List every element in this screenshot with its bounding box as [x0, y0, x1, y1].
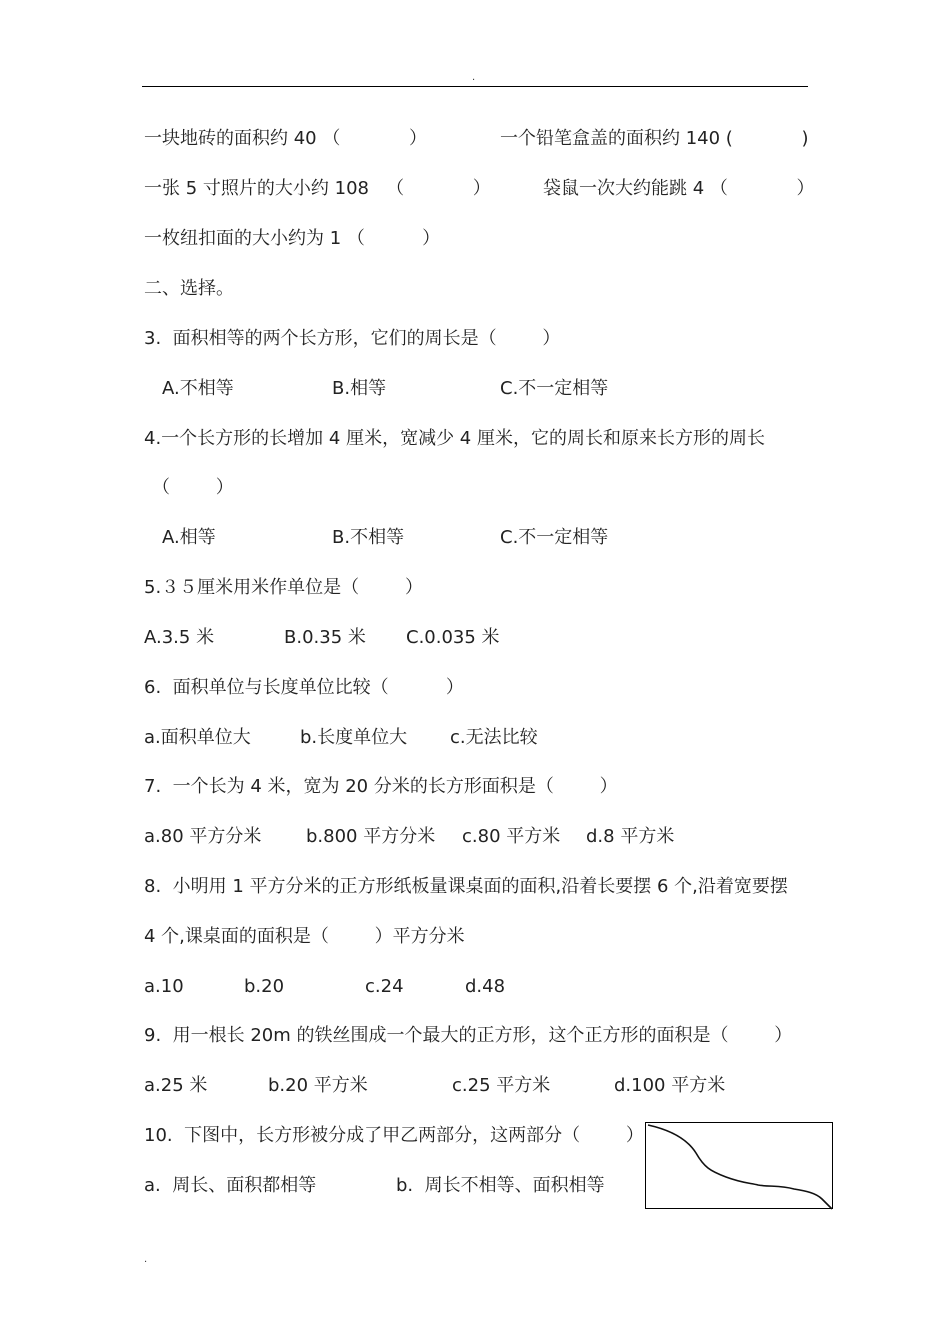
q3-stem: 3. 面积相等的两个长方形，它们的周长是（ ）: [144, 328, 561, 349]
q7-option-d: d.8 平方米: [586, 826, 675, 847]
q4-option-c: C.不一定相等: [500, 527, 609, 548]
q9-option-a: a.25 米: [144, 1075, 208, 1096]
q8-option-a: a.10: [144, 976, 184, 997]
q3-option-b: B.相等: [332, 378, 387, 399]
q3-option-c: C.不一定相等: [500, 378, 609, 399]
q7-option-b: b.800 平方分米: [306, 826, 436, 847]
q10-stem: 10. 下图中，长方形被分成了甲乙两部分，这两部分（ ）: [144, 1125, 644, 1146]
q3-option-a: A.不相等: [162, 378, 234, 399]
rectangle-figure: [645, 1122, 833, 1209]
q5-option-c: C.0.035 米: [406, 627, 500, 648]
footer-dot: .: [144, 1254, 148, 1265]
fill-row1-left: 一块地砖的面积约 40 （ ）: [144, 128, 428, 149]
q9-option-d: d.100 平方米: [614, 1075, 726, 1096]
q8-option-b: b.20: [244, 976, 285, 997]
q10-option-b: b. 周长不相等、面积相等: [396, 1175, 605, 1196]
q7-stem: 7. 一个长为 4 米，宽为 20 分米的长方形面积是（ ）: [144, 776, 618, 797]
dividing-curve: [648, 1125, 832, 1209]
q6-option-b: b.长度单位大: [300, 727, 408, 748]
q8-option-c: c.24: [365, 976, 404, 997]
q6-stem: 6. 面积单位与长度单位比较（ ）: [144, 677, 464, 698]
q9-option-c: c.25 平方米: [452, 1075, 551, 1096]
fill-row1-right: 一个铅笔盒盖的面积约 140 ( ): [500, 128, 809, 149]
q4-stem: 4.一个长方形的长增加 4 厘米，宽减少 4 厘米，它的周长和原来长方形的周长: [144, 428, 765, 449]
section-title: 二、选择。: [144, 278, 234, 299]
q4-stem-cont: （ ）: [152, 477, 234, 498]
q6-option-a: a.面积单位大: [144, 727, 251, 748]
header-rule: [142, 86, 808, 87]
fill-row3: 一枚纽扣面的大小约为 1 （ ）: [144, 228, 441, 249]
q7-option-c: c.80 平方米: [462, 826, 561, 847]
fill-row2-right: 袋鼠一次大约能跳 4 （ ）: [543, 178, 815, 199]
q5-stem: 5.３５厘米用米作单位是（ ）: [144, 577, 423, 598]
q5-option-b: B.0.35 米: [284, 627, 366, 648]
q5-option-a: A.3.5 米: [144, 627, 215, 648]
q10-option-a: a. 周长、面积都相等: [144, 1175, 317, 1196]
q6-option-c: c.无法比较: [450, 727, 538, 748]
q8-stem-cont: 4 个,课桌面的面积是（ ）平方分米: [144, 926, 465, 947]
q9-option-b: b.20 平方米: [268, 1075, 368, 1096]
fill-row2-left: 一张 5 寸照片的大小约 108 （ ）: [144, 178, 491, 199]
q7-option-a: a.80 平方分米: [144, 826, 262, 847]
q4-option-a: A.相等: [162, 527, 216, 548]
dividing-curve-figure: [646, 1123, 834, 1210]
q4-option-b: B.不相等: [332, 527, 405, 548]
q9-stem: 9. 用一根长 20m 的铁丝围成一个最大的正方形，这个正方形的面积是（ ）: [144, 1025, 793, 1046]
header-dot: .: [472, 72, 476, 83]
q8-option-d: d.48: [465, 976, 506, 997]
q8-stem: 8. 小明用 1 平方分米的正方形纸板量课桌面的面积,沿着长要摆 6 个,沿着宽要摆: [144, 876, 788, 897]
